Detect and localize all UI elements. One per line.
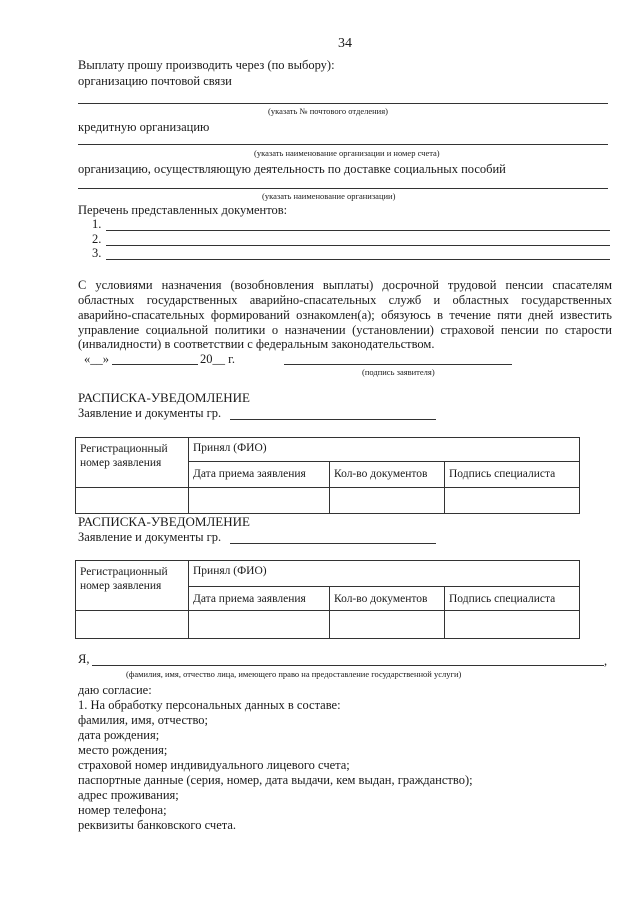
consent-ya: Я, — [78, 652, 90, 666]
date-cell[interactable] — [189, 611, 330, 639]
credit-hint: (указать наименование организации и номер счета) — [254, 148, 440, 158]
delivery-line — [78, 188, 608, 189]
personal-data-field: адрес проживания; — [78, 788, 179, 802]
post-office-hint: (указать № почтового отделения) — [268, 106, 388, 116]
consent-name-line — [92, 665, 604, 666]
conditions-line: областных государственных аварийно-спасательных служб и областных государственных — [78, 293, 612, 307]
personal-data-field: фамилия, имя, отчество; — [78, 713, 209, 727]
credit-line — [78, 144, 608, 145]
date-header: Дата приема заявления — [189, 462, 330, 488]
personal-data-field: реквизиты банковского счета. — [78, 818, 237, 832]
consent-item1: 1. На обработку персональных данных в составе: — [78, 698, 341, 712]
document-item-number: 1. — [92, 217, 102, 231]
personal-data-field: номер телефона; — [78, 803, 167, 817]
personal-data-field: место рождения; — [78, 743, 168, 757]
conditions-line: С условиями назначения (возобновления выплаты) досрочной трудовой пенсии спасателям — [78, 278, 612, 292]
sign-cell[interactable] — [445, 611, 580, 639]
signature-line — [284, 364, 512, 365]
payment-option-delivery: организацию, осуществляющую деятельность по доставке социальных пособий — [78, 162, 506, 176]
date-cell[interactable] — [189, 488, 330, 514]
date-year: 20__ г. — [200, 352, 235, 366]
date-month-line — [112, 364, 198, 365]
document-item-line — [106, 230, 610, 231]
conditions-line: (инвалидности) в соответствии с федеральным законодательством. — [78, 337, 435, 351]
documents-heading: Перечень представленных документов: — [78, 203, 288, 217]
receipt-subtitle: Заявление и документы гр. — [78, 406, 222, 420]
post-office-line — [78, 103, 608, 104]
receipt-title: РАСПИСКА-УВЕДОМЛЕНИЕ — [78, 390, 250, 405]
payment-intro: Выплату прошу производить через (по выбору): — [78, 58, 335, 72]
receipt-subtitle: Заявление и документы гр. — [78, 530, 222, 544]
document-item-line — [106, 259, 610, 260]
sign-header: Подпись специалиста — [445, 462, 580, 488]
receipt-table — [75, 437, 580, 514]
document-item-line — [106, 245, 610, 246]
payment-option-post: организацию почтовой связи — [78, 74, 232, 88]
receipt-table — [75, 560, 580, 639]
payment-option-credit: кредитную организацию — [78, 120, 210, 134]
reg-number-cell[interactable] — [76, 611, 189, 639]
receipt-title: РАСПИСКА-УВЕДОМЛЕНИЕ — [78, 514, 250, 529]
sign-cell[interactable] — [445, 488, 580, 514]
conditions-line: аварийно-спасательных формирований ознакомлен(а); обязуюсь в течение пяти дней известить — [78, 308, 612, 322]
consent-agree: даю согласие: — [78, 683, 152, 697]
accepted-header: Принял (ФИО) — [189, 561, 580, 587]
delivery-hint: (указать наименование организации) — [262, 191, 396, 201]
accepted-header: Принял (ФИО) — [189, 438, 580, 462]
count-header: Кол-во документов — [330, 462, 445, 488]
conditions-line: управление социальной политики о назначении (установлении) страховой пенсии по старости — [78, 323, 612, 337]
count-cell[interactable] — [330, 611, 445, 639]
reg-number-header: Регистрационный номер заявления — [76, 561, 189, 611]
document-item-number: 2. — [92, 232, 102, 246]
personal-data-field: дата рождения; — [78, 728, 160, 742]
signature-hint: (подпись заявителя) — [362, 367, 435, 377]
count-cell[interactable] — [330, 488, 445, 514]
date-quote: «__» — [84, 352, 109, 366]
consent-comma: , — [604, 654, 608, 668]
receipt-name-line — [230, 543, 436, 544]
page-number: 34 — [338, 36, 352, 51]
count-header: Кол-во документов — [330, 587, 445, 611]
date-header: Дата приема заявления — [189, 587, 330, 611]
reg-number-cell[interactable] — [76, 488, 189, 514]
reg-number-header: Регистрационный номер заявления — [76, 438, 189, 488]
personal-data-field: паспортные данные (серия, номер, дата выдачи, кем выдан, гражданство); — [78, 773, 473, 787]
personal-data-field: страховой номер индивидуального лицевого счета; — [78, 758, 350, 772]
consent-hint: (фамилия, имя, отчество лица, имеющего право на предоставление государственной услуги) — [126, 669, 462, 679]
document-item-number: 3. — [92, 246, 102, 260]
receipt-name-line — [230, 419, 436, 420]
sign-header: Подпись специалиста — [445, 587, 580, 611]
